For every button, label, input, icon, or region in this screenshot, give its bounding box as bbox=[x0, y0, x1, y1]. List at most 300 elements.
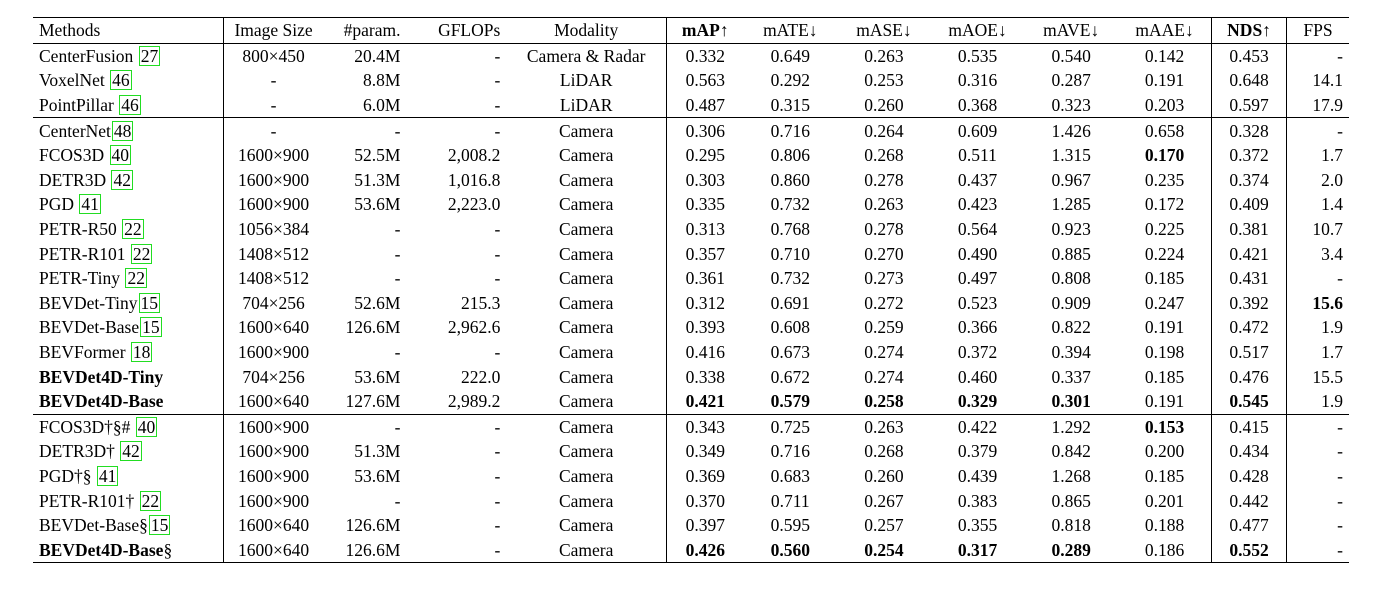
method-suffix: § bbox=[163, 539, 173, 560]
cell-mase: 0.254 bbox=[864, 539, 904, 560]
method-cell bbox=[33, 168, 223, 193]
cell-fps: 2.0 bbox=[1321, 169, 1343, 190]
method-cell bbox=[33, 340, 223, 365]
cell-mate: 0.710 bbox=[770, 243, 810, 264]
cell-mase: 0.268 bbox=[864, 145, 904, 166]
cell-mase: 0.263 bbox=[864, 194, 904, 215]
cell-mate: 0.673 bbox=[770, 342, 810, 363]
cell-modality: Camera bbox=[506, 488, 666, 513]
cell-fps: 14.1 bbox=[1312, 70, 1343, 91]
table-row bbox=[33, 168, 1349, 193]
cell-mave: 0.301 bbox=[1051, 391, 1091, 412]
cell-image-size: - bbox=[270, 95, 277, 116]
cell-mave: 0.289 bbox=[1051, 539, 1091, 560]
cell-params: 126.6M bbox=[345, 317, 401, 338]
cell-mave: 0.394 bbox=[1051, 342, 1091, 363]
cell-map: 0.313 bbox=[685, 219, 725, 240]
table-row bbox=[33, 340, 1349, 365]
method-cell bbox=[33, 513, 223, 538]
cell-mave: 0.540 bbox=[1051, 45, 1091, 66]
cell-image-size: 1600×900 bbox=[237, 416, 310, 437]
cell-maae: 0.247 bbox=[1118, 291, 1212, 316]
method-name: PGD bbox=[39, 194, 79, 215]
cell-modality: Camera bbox=[506, 340, 666, 365]
table-row bbox=[33, 414, 1349, 439]
cell-modality: Camera bbox=[506, 414, 666, 439]
cell-maae: 0.191 bbox=[1118, 68, 1212, 93]
header-fps: FPS bbox=[1303, 20, 1333, 41]
method-name: BEVDet-Base bbox=[39, 317, 140, 338]
cell-gflops: - bbox=[494, 490, 501, 511]
table-row bbox=[33, 537, 1349, 562]
cell-mate: 0.579 bbox=[770, 391, 810, 412]
cell-mase: 0.264 bbox=[864, 120, 904, 141]
cell-gflops: 215.3 bbox=[460, 292, 501, 313]
cell-maoe: 0.439 bbox=[957, 465, 998, 486]
cell-modality: Camera bbox=[506, 537, 666, 562]
cell-map: 0.332 bbox=[685, 45, 725, 66]
cell-maae: 0.191 bbox=[1118, 389, 1212, 414]
cell-mase: 0.263 bbox=[864, 416, 904, 437]
citation-link[interactable]: 18 bbox=[132, 342, 151, 363]
cell-params: 127.6M bbox=[345, 391, 401, 412]
cell-maoe: 0.609 bbox=[957, 120, 998, 141]
cell-modality: Camera bbox=[506, 168, 666, 193]
cell-mate: 0.292 bbox=[770, 70, 810, 91]
method-name: BEVFormer bbox=[39, 342, 130, 363]
method-cell bbox=[33, 439, 223, 464]
cell-nds: 0.415 bbox=[1212, 414, 1287, 439]
cell-map: 0.416 bbox=[685, 342, 725, 363]
cell-map: 0.421 bbox=[685, 391, 725, 412]
cell-mave: 0.909 bbox=[1051, 292, 1091, 313]
cell-map: 0.303 bbox=[685, 169, 725, 190]
cell-fps: - bbox=[1337, 268, 1343, 289]
cell-gflops: 1,016.8 bbox=[447, 169, 501, 190]
cell-mave: 0.923 bbox=[1051, 219, 1091, 240]
cell-nds: 0.517 bbox=[1212, 340, 1287, 365]
cell-modality: Camera bbox=[506, 217, 666, 242]
cell-mave: 0.865 bbox=[1051, 490, 1091, 511]
citation-link[interactable]: 27 bbox=[140, 45, 159, 66]
cell-params: - bbox=[394, 120, 401, 141]
table-row bbox=[33, 364, 1349, 389]
cell-fps: - bbox=[1337, 515, 1343, 536]
method-cell bbox=[33, 43, 223, 68]
cell-gflops: 2,223.0 bbox=[447, 194, 501, 215]
cell-mate: 0.725 bbox=[770, 416, 810, 437]
method-name: FCOS3D†§# bbox=[39, 416, 135, 437]
table-row bbox=[33, 241, 1349, 266]
cell-image-size: 800×450 bbox=[242, 45, 305, 66]
cell-nds: 0.421 bbox=[1212, 241, 1287, 266]
cell-mave: 0.818 bbox=[1051, 515, 1091, 536]
cell-mate: 0.716 bbox=[770, 120, 810, 141]
cell-mave: 1.292 bbox=[1051, 416, 1091, 437]
cell-image-size: 704×256 bbox=[242, 366, 305, 387]
cell-params: 51.3M bbox=[354, 441, 401, 462]
cell-image-size: 704×256 bbox=[242, 292, 305, 313]
table-row bbox=[33, 315, 1349, 340]
cell-mate: 0.860 bbox=[770, 169, 810, 190]
cell-maae: 0.235 bbox=[1118, 168, 1212, 193]
cell-gflops: - bbox=[494, 441, 501, 462]
cell-modality: LiDAR bbox=[506, 93, 666, 118]
cell-nds: 0.374 bbox=[1212, 168, 1287, 193]
cell-map: 0.393 bbox=[685, 317, 725, 338]
cell-gflops: - bbox=[494, 515, 501, 536]
table-row bbox=[33, 217, 1349, 242]
cell-mase: 0.260 bbox=[864, 465, 904, 486]
table-row bbox=[33, 68, 1349, 93]
table-header bbox=[33, 18, 1349, 44]
method-name: CenterFusion bbox=[39, 45, 138, 66]
cell-maae: 0.185 bbox=[1118, 464, 1212, 489]
table-row bbox=[33, 266, 1349, 291]
cell-image-size: 1600×640 bbox=[237, 391, 310, 412]
cell-image-size: 1600×900 bbox=[237, 145, 310, 166]
header-mate: mATE↓ bbox=[763, 20, 818, 41]
cell-mate: 0.683 bbox=[770, 465, 810, 486]
cell-maoe: 0.423 bbox=[957, 194, 998, 215]
cell-gflops: 2,008.2 bbox=[447, 145, 501, 166]
method-name: PointPillar bbox=[39, 95, 119, 116]
cell-image-size: 1600×900 bbox=[237, 441, 310, 462]
cell-nds: 0.431 bbox=[1212, 266, 1287, 291]
method-cell bbox=[33, 488, 223, 513]
table-row bbox=[33, 488, 1349, 513]
cell-map: 0.295 bbox=[685, 145, 725, 166]
table-row bbox=[33, 439, 1349, 464]
cell-mase: 0.260 bbox=[864, 95, 904, 116]
cell-fps: 1.7 bbox=[1321, 342, 1343, 363]
method-name: BEVDet4D-Tiny bbox=[39, 366, 164, 387]
citation-link[interactable]: 15 bbox=[150, 515, 169, 536]
cell-maae: 0.185 bbox=[1118, 266, 1212, 291]
cell-mase: 0.258 bbox=[864, 391, 904, 412]
cell-maoe: 0.379 bbox=[957, 441, 998, 462]
header-params: #param. bbox=[343, 20, 401, 41]
citation-link[interactable]: 40 bbox=[111, 145, 130, 166]
header-row bbox=[33, 18, 1349, 44]
cell-maoe: 0.372 bbox=[957, 342, 998, 363]
results-table bbox=[33, 17, 1349, 563]
cell-map: 0.312 bbox=[685, 292, 725, 313]
table-row bbox=[33, 389, 1349, 414]
citation-link[interactable]: 41 bbox=[98, 465, 117, 486]
citation-link[interactable]: 46 bbox=[121, 95, 139, 116]
cell-maae: 0.658 bbox=[1118, 118, 1212, 143]
citation-link[interactable]: 41 bbox=[81, 194, 99, 215]
cell-maoe: 0.511 bbox=[958, 145, 997, 166]
cell-image-size: 1600×900 bbox=[237, 342, 310, 363]
cell-fps: 1.9 bbox=[1321, 317, 1343, 338]
citation-link[interactable]: 22 bbox=[132, 243, 151, 264]
method-cell bbox=[33, 118, 223, 143]
cell-map: 0.370 bbox=[685, 490, 725, 511]
method-cell bbox=[33, 266, 223, 291]
cell-gflops: 222.0 bbox=[460, 366, 501, 387]
cell-fps: - bbox=[1337, 416, 1343, 437]
cell-nds: 0.428 bbox=[1212, 464, 1287, 489]
cell-maae: 0.188 bbox=[1118, 513, 1212, 538]
cell-mate: 0.560 bbox=[770, 539, 810, 560]
cell-fps: 1.4 bbox=[1321, 194, 1343, 215]
cell-fps: 15.6 bbox=[1312, 292, 1343, 313]
method-cell bbox=[33, 241, 223, 266]
cell-nds: 0.372 bbox=[1212, 143, 1287, 168]
cell-fps: 3.4 bbox=[1321, 243, 1343, 264]
table-row bbox=[33, 513, 1349, 538]
cell-maae: 0.142 bbox=[1118, 43, 1212, 68]
cell-nds: 0.648 bbox=[1212, 68, 1287, 93]
cell-mase: 0.278 bbox=[864, 169, 904, 190]
citation-link[interactable]: 15 bbox=[140, 292, 159, 313]
cell-maoe: 0.523 bbox=[957, 292, 998, 313]
cell-map: 0.563 bbox=[685, 70, 725, 91]
method-cell bbox=[33, 291, 223, 316]
method-name: BEVDet-Tiny bbox=[39, 292, 138, 313]
method-name: DETR3D bbox=[39, 169, 111, 190]
cell-gflops: - bbox=[494, 95, 501, 116]
cell-modality: Camera bbox=[506, 241, 666, 266]
cell-modality: LiDAR bbox=[506, 68, 666, 93]
method-cell bbox=[33, 315, 223, 340]
cell-image-size: 1600×640 bbox=[237, 539, 310, 560]
cell-maae: 0.170 bbox=[1118, 143, 1212, 168]
cell-map: 0.343 bbox=[685, 416, 725, 437]
cell-nds: 0.392 bbox=[1212, 291, 1287, 316]
cell-maae: 0.172 bbox=[1118, 192, 1212, 217]
cell-map: 0.361 bbox=[685, 268, 725, 289]
method-name: DETR3D† bbox=[39, 441, 120, 462]
cell-mase: 0.267 bbox=[864, 490, 904, 511]
cell-fps: - bbox=[1337, 120, 1343, 141]
citation-link[interactable]: 46 bbox=[112, 70, 130, 91]
cell-maae: 0.203 bbox=[1118, 93, 1212, 118]
cell-mase: 0.273 bbox=[864, 268, 904, 289]
cell-mase: 0.259 bbox=[864, 317, 904, 338]
cell-params: 126.6M bbox=[345, 539, 401, 560]
cell-fps: - bbox=[1337, 539, 1343, 560]
cell-maoe: 0.535 bbox=[957, 45, 998, 66]
table-row bbox=[33, 143, 1349, 168]
citation-link[interactable]: 42 bbox=[122, 441, 140, 462]
cell-mase: 0.274 bbox=[864, 342, 904, 363]
cell-nds: 0.409 bbox=[1212, 192, 1287, 217]
cell-mate: 0.732 bbox=[770, 268, 810, 289]
cell-map: 0.349 bbox=[685, 441, 725, 462]
cell-mase: 0.278 bbox=[864, 219, 904, 240]
cell-mase: 0.263 bbox=[864, 45, 904, 66]
cell-gflops: - bbox=[494, 243, 501, 264]
header-nds: NDS↑ bbox=[1212, 18, 1287, 44]
cell-maoe: 0.497 bbox=[957, 268, 998, 289]
cell-maoe: 0.368 bbox=[957, 95, 998, 116]
cell-gflops: - bbox=[494, 416, 501, 437]
method-name: BEVDet-Base§ bbox=[39, 515, 148, 536]
cell-image-size: 1600×900 bbox=[237, 490, 310, 511]
cell-params: - bbox=[394, 243, 401, 264]
cell-params: 126.6M bbox=[345, 515, 401, 536]
cell-mave: 0.967 bbox=[1051, 169, 1091, 190]
cell-gflops: 2,962.6 bbox=[447, 317, 501, 338]
cell-map: 0.487 bbox=[685, 95, 725, 116]
cell-mave: 0.842 bbox=[1051, 441, 1091, 462]
cell-params: 53.6M bbox=[354, 194, 401, 215]
cell-mate: 0.649 bbox=[770, 45, 810, 66]
citation-link[interactable]: 42 bbox=[113, 169, 131, 190]
cell-params: - bbox=[394, 342, 401, 363]
citation-link[interactable]: 15 bbox=[142, 317, 160, 338]
cell-fps: 1.9 bbox=[1321, 391, 1343, 412]
cell-maae: 0.225 bbox=[1118, 217, 1212, 242]
cell-modality: Camera & Radar bbox=[506, 43, 666, 68]
cell-modality: Camera bbox=[506, 192, 666, 217]
header-gflops: GFLOPs bbox=[438, 20, 501, 41]
cell-mave: 0.323 bbox=[1051, 95, 1091, 116]
cell-nds: 0.472 bbox=[1212, 315, 1287, 340]
cell-mase: 0.270 bbox=[864, 243, 904, 264]
cell-nds: 0.434 bbox=[1212, 439, 1287, 464]
cell-modality: Camera bbox=[506, 266, 666, 291]
table-row bbox=[33, 291, 1349, 316]
cell-mate: 0.595 bbox=[770, 515, 810, 536]
cell-gflops: - bbox=[494, 120, 501, 141]
method-name: PETR-R50 bbox=[39, 219, 122, 240]
cell-mate: 0.672 bbox=[770, 366, 810, 387]
cell-params: - bbox=[394, 416, 401, 437]
cell-map: 0.335 bbox=[685, 194, 725, 215]
cell-params: 52.5M bbox=[354, 145, 401, 166]
cell-mate: 0.608 bbox=[770, 317, 810, 338]
cell-modality: Camera bbox=[506, 464, 666, 489]
table-group-3 bbox=[33, 414, 1349, 563]
cell-image-size: 1056×384 bbox=[237, 219, 310, 240]
cell-maae: 0.153 bbox=[1118, 414, 1212, 439]
cell-gflops: - bbox=[494, 465, 501, 486]
cell-modality: Camera bbox=[506, 143, 666, 168]
cell-gflops: - bbox=[494, 539, 501, 560]
cell-mase: 0.274 bbox=[864, 366, 904, 387]
cell-maoe: 0.422 bbox=[957, 416, 998, 437]
cell-nds: 0.552 bbox=[1212, 537, 1287, 562]
cell-modality: Camera bbox=[506, 389, 666, 414]
cell-modality: Camera bbox=[506, 513, 666, 538]
citation-link[interactable]: 22 bbox=[141, 490, 160, 511]
cell-modality: Camera bbox=[506, 291, 666, 316]
header-maoe: mAOE↓ bbox=[948, 20, 1007, 41]
method-cell bbox=[33, 414, 223, 439]
cell-mave: 0.885 bbox=[1051, 243, 1091, 264]
method-cell bbox=[33, 93, 223, 118]
cell-params: 6.0M bbox=[363, 95, 401, 116]
cell-params: 53.6M bbox=[354, 366, 401, 387]
cell-params: - bbox=[394, 490, 401, 511]
method-cell bbox=[33, 68, 223, 93]
cell-fps: - bbox=[1337, 441, 1343, 462]
cell-params: 8.8M bbox=[363, 70, 401, 91]
cell-nds: 0.328 bbox=[1212, 118, 1287, 143]
cell-params: - bbox=[394, 268, 401, 289]
cell-map: 0.369 bbox=[685, 465, 725, 486]
header-image-size: Image Size bbox=[234, 20, 313, 41]
cell-nds: 0.476 bbox=[1212, 364, 1287, 389]
cell-maae: 0.224 bbox=[1118, 241, 1212, 266]
cell-nds: 0.381 bbox=[1212, 217, 1287, 242]
cell-mave: 0.287 bbox=[1051, 70, 1091, 91]
method-cell bbox=[33, 143, 223, 168]
table-row bbox=[33, 118, 1349, 143]
cell-fps: - bbox=[1337, 465, 1343, 486]
cell-mave: 0.822 bbox=[1051, 317, 1091, 338]
cell-mave: 0.337 bbox=[1051, 366, 1091, 387]
cell-maoe: 0.317 bbox=[957, 539, 998, 560]
cell-mave: 1.268 bbox=[1051, 465, 1091, 486]
method-name: PETR-Tiny bbox=[39, 268, 125, 289]
citation-link[interactable]: 22 bbox=[127, 268, 145, 289]
header-mase: mASE↓ bbox=[856, 20, 912, 41]
table-row bbox=[33, 464, 1349, 489]
cell-mate: 0.315 bbox=[770, 95, 810, 116]
method-name: FCOS3D bbox=[39, 145, 109, 166]
cell-mase: 0.253 bbox=[864, 70, 904, 91]
cell-maae: 0.198 bbox=[1118, 340, 1212, 365]
cell-map: 0.426 bbox=[685, 539, 725, 560]
cell-maae: 0.200 bbox=[1118, 439, 1212, 464]
cell-image-size: 1600×900 bbox=[237, 465, 310, 486]
cell-maae: 0.201 bbox=[1118, 488, 1212, 513]
cell-params: 52.6M bbox=[354, 292, 401, 313]
cell-mave: 1.426 bbox=[1051, 120, 1091, 141]
cell-nds: 0.442 bbox=[1212, 488, 1287, 513]
cell-nds: 0.477 bbox=[1212, 513, 1287, 538]
citation-link[interactable]: 48 bbox=[113, 120, 132, 141]
cell-image-size: - bbox=[270, 70, 277, 91]
cell-map: 0.397 bbox=[685, 515, 725, 536]
method-cell bbox=[33, 192, 223, 217]
cell-map: 0.338 bbox=[685, 366, 725, 387]
method-cell bbox=[33, 464, 223, 489]
cell-image-size: 1600×640 bbox=[237, 317, 310, 338]
cell-mate: 0.768 bbox=[770, 219, 810, 240]
cell-mase: 0.268 bbox=[864, 441, 904, 462]
cell-mase: 0.272 bbox=[864, 292, 904, 313]
citation-link[interactable]: 40 bbox=[137, 416, 156, 437]
cell-maoe: 0.355 bbox=[957, 515, 998, 536]
table-group-2 bbox=[33, 118, 1349, 414]
cell-gflops: - bbox=[494, 342, 501, 363]
header-modality: Modality bbox=[506, 18, 666, 44]
cell-gflops: - bbox=[494, 70, 501, 91]
cell-maoe: 0.564 bbox=[957, 219, 998, 240]
cell-mave: 1.285 bbox=[1051, 194, 1091, 215]
cell-mate: 0.732 bbox=[770, 194, 810, 215]
method-name: PETR-R101 bbox=[39, 243, 130, 264]
cell-image-size: 1408×512 bbox=[237, 268, 310, 289]
cell-fps: 1.7 bbox=[1321, 145, 1343, 166]
citation-link[interactable]: 22 bbox=[124, 219, 142, 240]
cell-nds: 0.597 bbox=[1212, 93, 1287, 118]
method-cell bbox=[33, 389, 223, 414]
method-name: BEVDet4D-Base bbox=[39, 539, 164, 560]
cell-fps: - bbox=[1337, 490, 1343, 511]
cell-mase: 0.257 bbox=[864, 515, 904, 536]
cell-image-size: 1600×640 bbox=[237, 515, 310, 536]
cell-maoe: 0.437 bbox=[957, 169, 998, 190]
cell-fps: 17.9 bbox=[1312, 95, 1343, 116]
method-name: PGD†§ bbox=[39, 465, 96, 486]
